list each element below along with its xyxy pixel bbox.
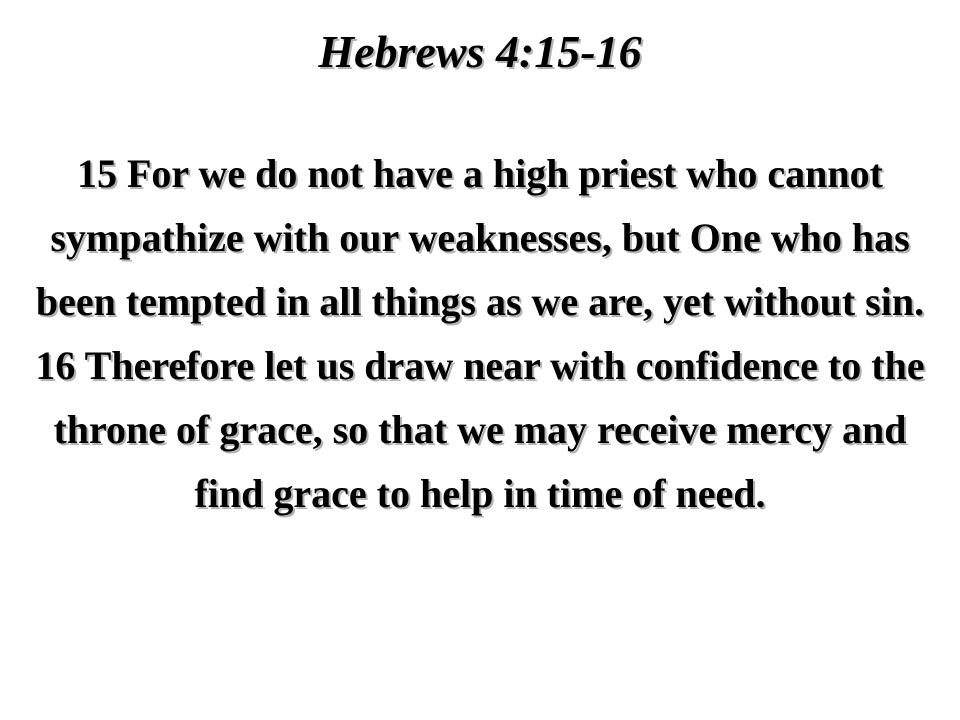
scripture-passage: 15 For we do not have a high priest who cannot sympathize with our weaknesses, but One who has been tempted in all things as we are, yet without sin. 16 Therefore let us draw near with confidence to the throne of grace, so that we may receive mercy and find grace to help in time of need. [35, 151, 925, 516]
slide-title: Hebrews 4:15-16 [318, 26, 642, 77]
